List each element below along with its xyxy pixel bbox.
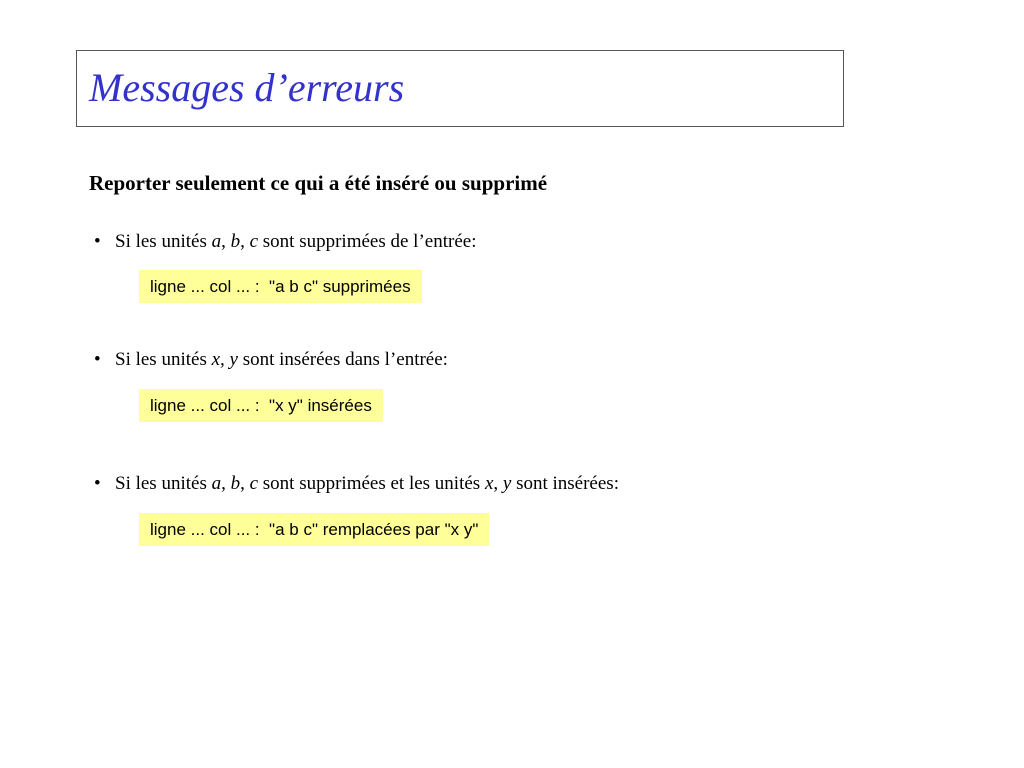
bullet-text: ,: [221, 231, 231, 252]
bullet-text: ,: [240, 231, 250, 252]
bullet-glyph: •: [94, 231, 101, 252]
unit-name: a: [211, 473, 222, 494]
unit-name: x, y: [211, 349, 238, 370]
bullet-text: Si les unités: [115, 473, 212, 494]
unit-name: y: [502, 473, 512, 494]
example-message-replacement: ligne ... col ... : "a b c" remplacées par "x y": [139, 513, 489, 546]
example-message-insertion: ligne ... col ... : "x y" insérées: [139, 389, 383, 422]
bullet-item-insertion: [94, 348, 448, 372]
slide-title: Messages d’erreurs: [89, 65, 405, 110]
bullet-glyph: •: [94, 473, 101, 494]
unit-name: c: [249, 473, 259, 494]
example-message-deletion: ligne ... col ... : "a b c" supprimées: [139, 270, 422, 303]
bullet-text: ,: [240, 473, 250, 494]
bullet-text: sont supprimées et les unités: [258, 473, 485, 494]
bullet-text: Si les unités: [115, 231, 212, 252]
bullet-glyph: •: [94, 349, 101, 370]
unit-name: b: [230, 473, 241, 494]
bullet-text: sont insérées dans l’entrée:: [237, 349, 448, 370]
slide-subtitle: Reporter seulement ce qui a été inséré ou supprimé: [89, 171, 548, 195]
bullet-text: ,: [221, 473, 231, 494]
unit-name: a: [211, 231, 222, 252]
title-box: [76, 50, 844, 127]
bullet-item-deletion: [94, 230, 476, 254]
bullet-item-replacement: [94, 472, 619, 496]
bullet-text: ,: [493, 473, 503, 494]
bullet-text: sont supprimées de l’entrée:: [258, 231, 477, 252]
unit-name: b: [230, 231, 241, 252]
unit-name: c: [249, 231, 259, 252]
bullet-text: Si les unités: [115, 349, 212, 370]
unit-name: x: [484, 473, 494, 494]
bullet-text: sont insérées:: [511, 473, 619, 494]
